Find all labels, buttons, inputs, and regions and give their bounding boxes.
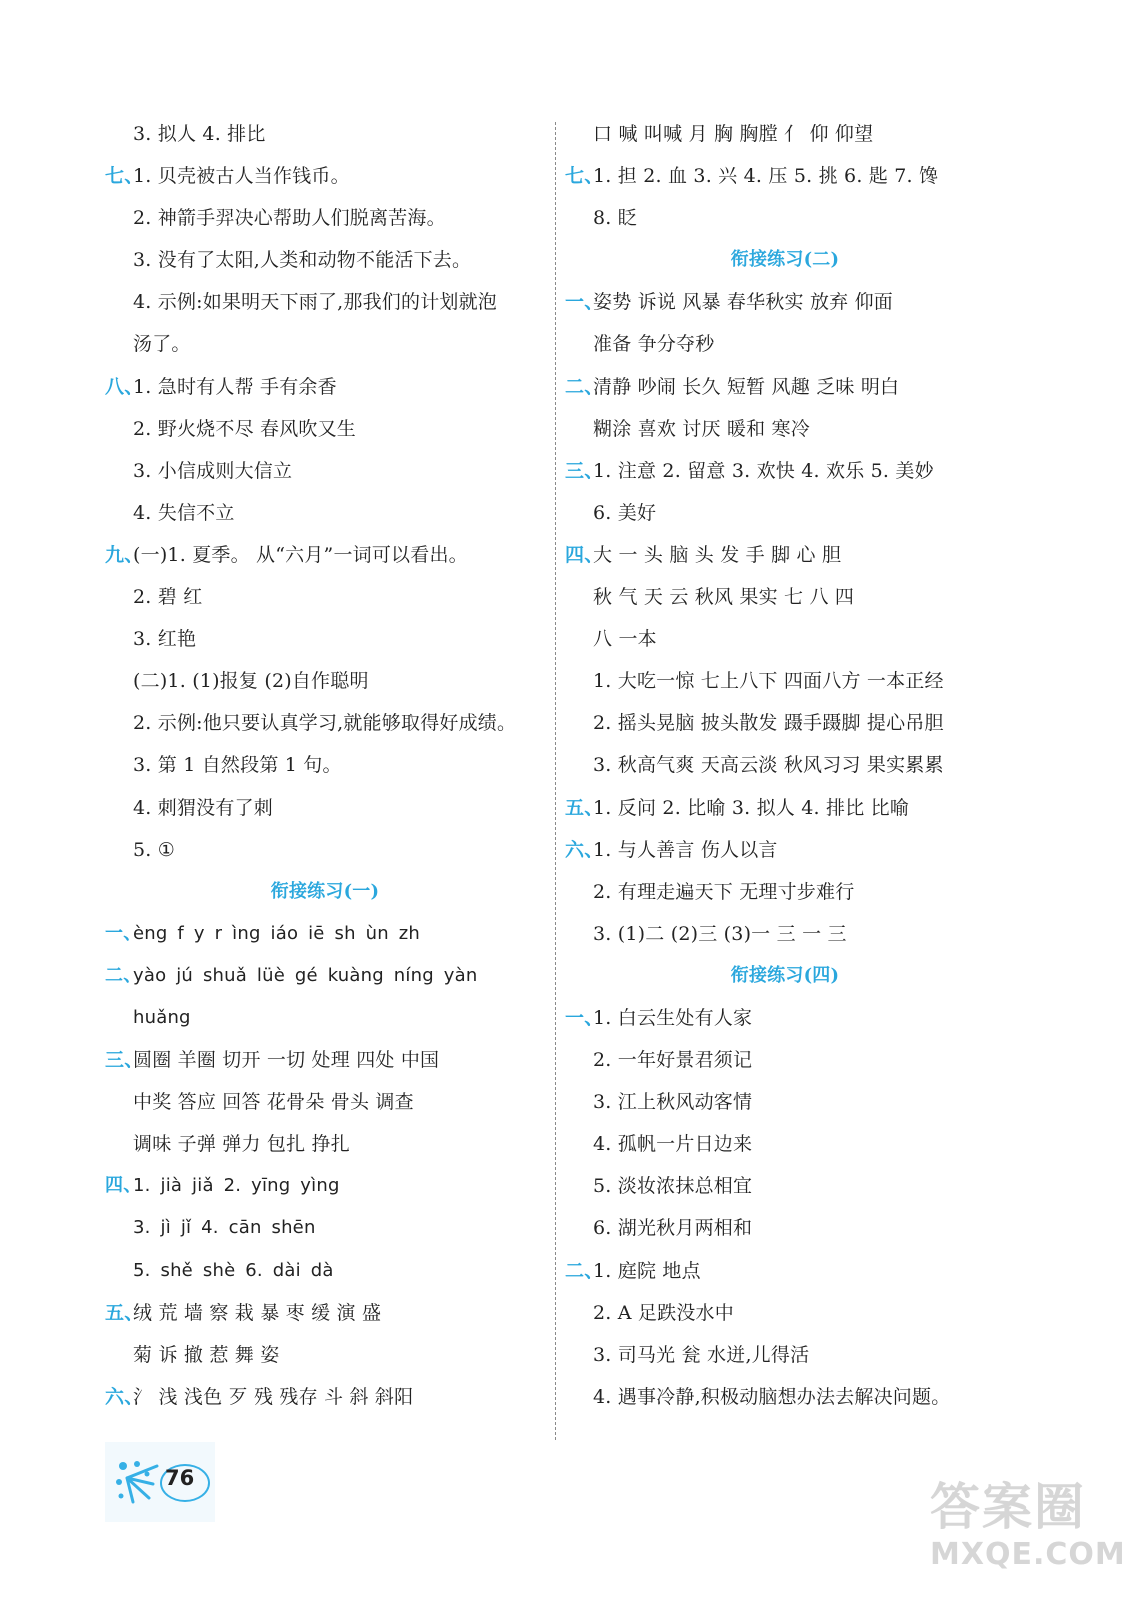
question-number: 七、	[565, 165, 604, 188]
answer-line	[105, 1081, 545, 1123]
answer-line	[565, 913, 1005, 955]
question-number: 九、	[105, 543, 144, 566]
answer-line	[105, 408, 545, 450]
answer-line	[105, 576, 545, 618]
answer-text: 5. 淡妆浓抹总相宜	[593, 1175, 753, 1198]
answer-line	[105, 492, 545, 534]
answer-text: 3. 第 1 自然段第 1 句。	[133, 754, 342, 777]
answer-line	[105, 1165, 545, 1207]
answer-column-right	[565, 113, 1005, 1418]
answer-line	[565, 1292, 1005, 1334]
answer-line	[105, 1376, 545, 1418]
answer-line	[565, 744, 1005, 786]
answer-text: 1. 庭院 地点	[593, 1259, 701, 1282]
answer-text: 4. 失信不立	[133, 501, 235, 524]
answer-text: 5. ①	[133, 838, 176, 861]
answer-line	[105, 1250, 545, 1292]
answer-line	[565, 197, 1005, 239]
answer-text: 氵 浅 浅色 歹 残 残存 斗 斜 斜阳	[133, 1385, 414, 1408]
answer-text: 5. shě shè 6. dài dà	[133, 1259, 334, 1281]
answer-line	[105, 955, 545, 997]
question-number: 一、	[565, 1006, 604, 1029]
answer-line	[565, 871, 1005, 913]
answer-text: yào jú shuǎ lüè gé kuàng níng yàn	[133, 964, 478, 986]
answer-line	[565, 1250, 1005, 1292]
page-number: 76	[165, 1466, 195, 1490]
question-number: 二、	[105, 964, 142, 986]
answer-text: 准备 争分夺秒	[593, 333, 715, 356]
question-number: 五、	[105, 1301, 144, 1324]
answer-line	[565, 113, 1005, 155]
answer-text: 菊 诉 撤 惹 舞 姿	[133, 1343, 280, 1366]
answer-line	[105, 1292, 545, 1334]
answer-text: 1. 白云生处有人家	[593, 1006, 753, 1029]
answer-text: 3. 秋高气爽 天高云淡 秋风习习 果实累累	[593, 754, 944, 777]
answer-text: 6. 湖光秋月两相和	[593, 1217, 753, 1240]
answer-text: 3. jì jǐ 4. cān shēn	[133, 1217, 316, 1239]
answer-text: 2. 一年好景君须记	[593, 1049, 753, 1072]
answer-line	[565, 1165, 1005, 1207]
question-number: 六、	[565, 838, 604, 861]
splash-icon	[113, 1456, 163, 1508]
answer-line	[105, 829, 545, 871]
answer-text: 2. 摇头晃脑 披头散发 蹑手蹑脚 提心吊胆	[593, 712, 944, 735]
answer-line	[565, 576, 1005, 618]
answer-text: 糊涂 喜欢 讨厌 暖和 寒冷	[593, 417, 810, 440]
answer-text: 3. 小信成则大信立	[133, 459, 293, 482]
answer-line	[105, 323, 545, 365]
answer-line	[565, 1376, 1005, 1418]
answer-text: 1. 担 2. 血 3. 兴 4. 压 5. 挑 6. 匙 7. 馋	[593, 165, 939, 188]
answer-line	[565, 1334, 1005, 1376]
answer-line	[105, 281, 545, 323]
answer-line	[565, 281, 1005, 323]
answer-line	[105, 1039, 545, 1081]
question-number: 四、	[105, 1175, 142, 1197]
question-number: 二、	[565, 1259, 604, 1282]
question-number: 八、	[105, 375, 144, 398]
watermark-url: MXQE.COM	[930, 1537, 1126, 1572]
answer-line	[565, 323, 1005, 365]
answer-text: 1. 大吃一惊 七上八下 四面八方 一本正经	[593, 670, 944, 693]
answer-text: 1. 贝壳被古人当作钱币。	[133, 165, 350, 188]
answer-line	[565, 1039, 1005, 1081]
answer-text: 2. 神箭手羿决心帮助人们脱离苦海。	[133, 207, 446, 230]
question-number: 五、	[565, 796, 604, 819]
answer-text: 1. 反问 2. 比喻 3. 拟人 4. 排比 比喻	[593, 796, 910, 819]
answer-text: 1. 注意 2. 留意 3. 欢快 4. 欢乐 5. 美妙	[593, 459, 934, 482]
answer-line	[105, 913, 545, 955]
answer-text: 8. 眨	[593, 207, 637, 230]
answer-text: huǎng	[133, 1006, 191, 1028]
answer-line	[565, 787, 1005, 829]
answer-line	[105, 618, 545, 660]
answer-line	[565, 618, 1005, 660]
answer-line	[105, 1207, 545, 1249]
answer-line	[565, 492, 1005, 534]
answer-text: 2. 有理走遍天下 无理寸步难行	[593, 880, 855, 903]
column-divider	[555, 122, 556, 1440]
answer-text: (一)1. 夏季。 从“六月”一词可以看出。	[133, 543, 468, 566]
answer-line	[105, 197, 545, 239]
answer-line	[105, 1123, 545, 1165]
answer-text: 调味 子弹 弹力 包扎 挣扎	[133, 1133, 350, 1156]
answer-text: 2. A 足跌没水中	[593, 1301, 734, 1324]
answer-text: 1. jià jiǎ 2. yīng yìng	[133, 1175, 340, 1197]
page-number-badge	[105, 1442, 215, 1522]
answer-text: (二)1. (1)报复 (2)自作聪明	[133, 670, 369, 693]
question-number: 七、	[105, 165, 144, 188]
answer-line	[565, 408, 1005, 450]
answer-text: 1. 与人善言 伤人以言	[593, 838, 778, 861]
answer-line	[105, 997, 545, 1039]
answer-line	[105, 702, 545, 744]
answer-column-left	[105, 113, 545, 1418]
section-heading: 衔接练习(四)	[730, 964, 840, 986]
answer-text: èng f y r ìng iáo iē sh ùn zh	[133, 922, 421, 944]
answer-line	[105, 155, 545, 197]
answer-text: 秋 气 天 云 秋风 果实 七 八 四	[593, 586, 855, 609]
question-number: 三、	[105, 1049, 144, 1072]
answer-line	[565, 450, 1005, 492]
question-number: 二、	[565, 375, 604, 398]
answer-line	[565, 829, 1005, 871]
answer-text: 3. 江上秋风动客情	[593, 1091, 753, 1114]
question-number: 一、	[565, 291, 604, 314]
answer-text: 3. 没有了太阳,人类和动物不能活下去。	[133, 249, 472, 272]
answer-line	[565, 1081, 1005, 1123]
answer-line	[565, 660, 1005, 702]
answer-text: 4. 示例:如果明天下雨了,那我们的计划就泡	[133, 291, 498, 314]
answer-line	[105, 450, 545, 492]
answer-text: 汤了。	[133, 333, 191, 356]
answer-line	[105, 744, 545, 786]
question-number: 四、	[565, 543, 604, 566]
answer-text: 中奖 答应 回答 花骨朵 骨头 调查	[133, 1091, 414, 1114]
answer-line	[105, 113, 545, 155]
section-heading: 衔接练习(一)	[270, 880, 380, 902]
answer-line	[565, 534, 1005, 576]
answer-text: 八 一本	[593, 628, 657, 651]
watermark-title: 答案圈	[930, 1478, 1086, 1536]
answer-text: 大 一 头 脑 头 发 手 脚 心 胆	[593, 543, 842, 566]
answer-line	[565, 1123, 1005, 1165]
answer-text: 3. (1)二 (2)三 (3)一 三 一 三	[593, 922, 847, 945]
answer-line	[105, 787, 545, 829]
question-number: 三、	[565, 459, 604, 482]
section-heading: 衔接练习(二)	[730, 249, 840, 271]
answer-text: 3. 红艳	[133, 628, 197, 651]
answer-text: 3. 拟人 4. 排比	[133, 123, 266, 145]
answer-line	[105, 366, 545, 408]
answer-line	[105, 239, 545, 281]
answer-line	[565, 702, 1005, 744]
answer-line	[565, 155, 1005, 197]
answer-line	[105, 660, 545, 702]
question-number: 一、	[105, 922, 142, 944]
answer-text: 1. 急时有人帮 手有余香	[133, 375, 337, 398]
answer-text: 4. 孤帆一片日边来	[593, 1133, 753, 1156]
answer-text: 口 喊 叫喊 月 胸 胸膛 亻 仰 仰望	[593, 123, 874, 145]
answer-text: 圆圈 羊圈 切开 一切 处理 四处 中国	[133, 1049, 440, 1072]
answer-text: 2. 碧 红	[133, 586, 203, 609]
answer-line	[565, 366, 1005, 408]
answer-line	[565, 1207, 1005, 1249]
answer-line	[105, 534, 545, 576]
answer-line	[565, 997, 1005, 1039]
question-number: 六、	[105, 1385, 144, 1408]
answer-text: 绒 荒 墙 察 栽 暴 枣 缓 演 盛	[133, 1301, 382, 1324]
answer-text: 6. 美好	[593, 501, 657, 524]
answer-text: 姿势 诉说 风暴 春华秋实 放弃 仰面	[593, 291, 893, 314]
answer-text: 3. 司马光 瓮 水迸,儿得活	[593, 1343, 810, 1366]
answer-text: 2. 示例:他只要认真学习,就能够取得好成绩。	[133, 712, 517, 735]
answer-line	[105, 1334, 545, 1376]
answer-text: 4. 刺猬没有了刺	[133, 796, 273, 819]
answer-text: 4. 遇事冷静,积极动脑想办法去解决问题。	[593, 1385, 951, 1408]
answer-text: 清静 吵闹 长久 短暂 风趣 乏味 明白	[593, 375, 900, 398]
watermark-logo	[930, 1478, 1126, 1593]
answer-text: 2. 野火烧不尽 春风吹又生	[133, 417, 357, 440]
